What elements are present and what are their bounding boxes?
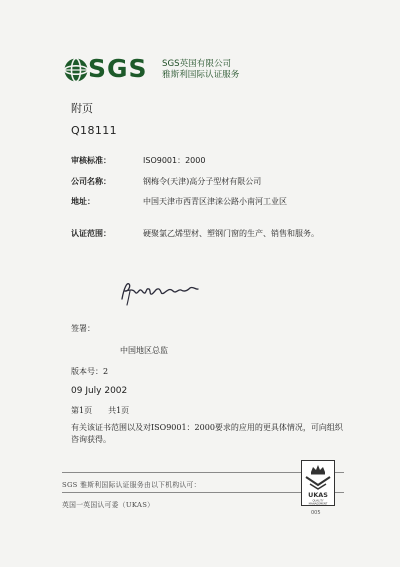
certificate-number: Q18111 <box>71 124 118 137</box>
svg-text:UKAS: UKAS <box>308 491 328 499</box>
appendix-title: 附页 <box>71 102 93 115</box>
signatory-title: 中国地区总监 <box>120 346 168 355</box>
address-value: 中国天津市西青区津涞公路小南河工业区 <box>143 197 287 206</box>
notice-text-line2: 咨询获得。 <box>71 435 111 444</box>
standard-label: 审核标准： <box>71 155 111 165</box>
standard-value: ISO9001：2000 <box>143 156 206 165</box>
ukas-code: 005 <box>311 510 321 516</box>
footer-accreditation-text: SGS 雅斯利国际认证服务由以下机构认可： <box>62 481 201 489</box>
notice-text-line1: 有关该证书范围以及对ISO9001：2000要求的应用的更具体情况，可向组织 <box>71 423 343 432</box>
sgs-globe-icon <box>63 57 89 83</box>
company-label: 公司名称： <box>71 176 111 186</box>
scope-value: 硬聚氯乙烯型材、塑钢门窗的生产、销售和服务。 <box>143 229 319 238</box>
company-name-line2: 雅斯利国际认证服务 <box>162 70 240 80</box>
ukas-accreditation-mark <box>301 460 335 506</box>
issue-date: 09 July 2002 <box>71 386 128 396</box>
handwritten-signature <box>118 276 218 306</box>
footer-ukas-text: 英国一英国认可委（UKAS） <box>62 501 155 509</box>
svg-text:MANAGEMENT: MANAGEMENT <box>308 502 328 506</box>
address-label: 地址： <box>71 196 95 206</box>
company-value: 钢梅令(天津)高分子型材有限公司 <box>143 177 262 186</box>
signature-label: 签署： <box>71 324 95 333</box>
version-number: 版本号：2 <box>71 367 109 376</box>
sgs-logo-text: SGS <box>88 54 148 83</box>
page-info: 第1页 共1页 <box>71 406 130 415</box>
svg-text:QUALITY: QUALITY <box>312 499 324 503</box>
company-name-line1: SGS英国有限公司 <box>162 59 232 69</box>
scope-label: 认证范围： <box>71 228 111 238</box>
